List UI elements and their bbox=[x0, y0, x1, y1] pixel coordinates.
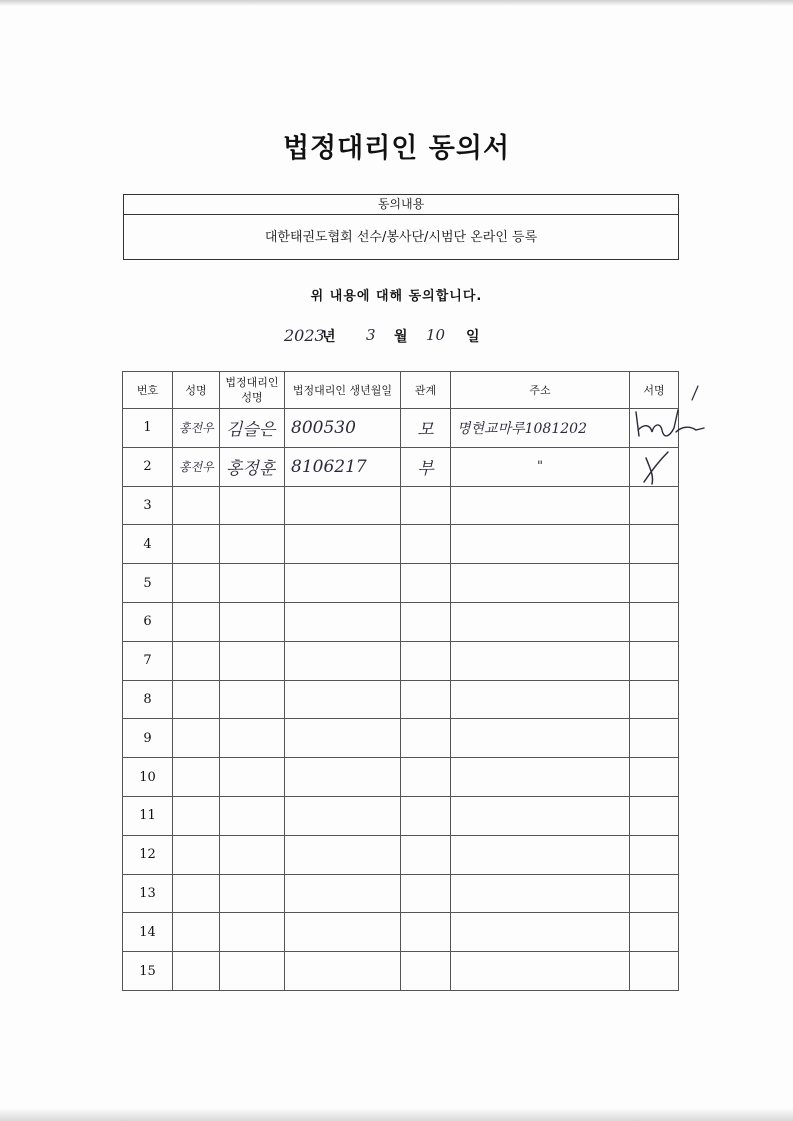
table-row bbox=[123, 641, 679, 680]
header-guardian-birth: 법정대리인 생년월일 bbox=[285, 372, 401, 409]
row-no: 12 bbox=[123, 835, 173, 874]
header-address: 주소 bbox=[451, 372, 630, 409]
table-row bbox=[123, 602, 679, 641]
row-no: 14 bbox=[123, 913, 173, 952]
table-row bbox=[123, 680, 679, 719]
row-relation: 부 bbox=[401, 447, 451, 486]
row-guardian-name: 김슬은 bbox=[220, 409, 285, 448]
table-row bbox=[123, 564, 679, 603]
date-year: 2023 bbox=[284, 326, 325, 345]
row-no: 6 bbox=[123, 602, 173, 641]
date-day-unit: 일 bbox=[466, 329, 480, 345]
table-row bbox=[123, 758, 679, 797]
row-no: 5 bbox=[123, 564, 173, 603]
row-name: 홍전우 bbox=[173, 447, 220, 486]
table-row bbox=[123, 486, 679, 525]
row-relation: 모 bbox=[401, 409, 451, 448]
table-row bbox=[123, 719, 679, 758]
table-row bbox=[123, 835, 679, 874]
header-relation: 관계 bbox=[401, 372, 451, 409]
page-title: 법정대리인 동의서 bbox=[282, 133, 511, 164]
row-no: 7 bbox=[123, 641, 173, 680]
row-no: 11 bbox=[123, 796, 173, 835]
table-row bbox=[123, 874, 679, 913]
date-year-unit: 년 bbox=[322, 329, 336, 345]
header-name: 성명 bbox=[173, 372, 220, 409]
table-row bbox=[123, 409, 679, 448]
guardian-table bbox=[122, 371, 679, 991]
handwritten-signatures bbox=[630, 380, 710, 490]
row-no: 8 bbox=[123, 680, 173, 719]
row-no: 15 bbox=[123, 952, 173, 991]
scan-edge-top bbox=[0, 0, 793, 6]
header-no: 번호 bbox=[123, 372, 173, 409]
row-no: 1 bbox=[123, 409, 173, 448]
date-row bbox=[0, 322, 793, 350]
table-row bbox=[123, 913, 679, 952]
signature-row-1-tail bbox=[692, 386, 698, 400]
row-guardian-birth: 800530 bbox=[285, 409, 401, 448]
agreement-statement: 위 내용에 대해 동의합니다. bbox=[310, 289, 483, 304]
table-row bbox=[123, 952, 679, 991]
row-guardian-name: 홍정훈 bbox=[220, 447, 285, 486]
date-day: 10 bbox=[426, 326, 446, 344]
signature-row-2 bbox=[644, 452, 668, 484]
row-no: 13 bbox=[123, 874, 173, 913]
header-guardian-name: 법정대리인 성명 bbox=[220, 372, 285, 409]
consent-body: 대한태권도협회 선수/봉사단/시범단 온라인 등록 bbox=[264, 230, 538, 245]
row-address: " bbox=[451, 447, 630, 486]
date-month: 3 bbox=[366, 326, 376, 344]
row-no: 3 bbox=[123, 486, 173, 525]
table-row bbox=[123, 796, 679, 835]
row-guardian-birth: 8106217 bbox=[285, 447, 401, 486]
table-row bbox=[123, 447, 679, 486]
row-name: 홍전우 bbox=[173, 409, 220, 448]
consent-heading: 동의내용 bbox=[124, 195, 678, 215]
table-header-row bbox=[123, 372, 679, 409]
header-signature: 서명 bbox=[630, 372, 679, 409]
row-no: 4 bbox=[123, 525, 173, 564]
scan-edge-bottom bbox=[0, 1108, 793, 1121]
row-no: 10 bbox=[123, 758, 173, 797]
row-no: 9 bbox=[123, 719, 173, 758]
table-row bbox=[123, 525, 679, 564]
row-no: 2 bbox=[123, 447, 173, 486]
signature-row-1 bbox=[636, 410, 704, 436]
date-month-unit: 월 bbox=[394, 329, 408, 345]
row-address: 명현교마루1081202 bbox=[451, 409, 630, 448]
consent-box bbox=[123, 194, 679, 260]
